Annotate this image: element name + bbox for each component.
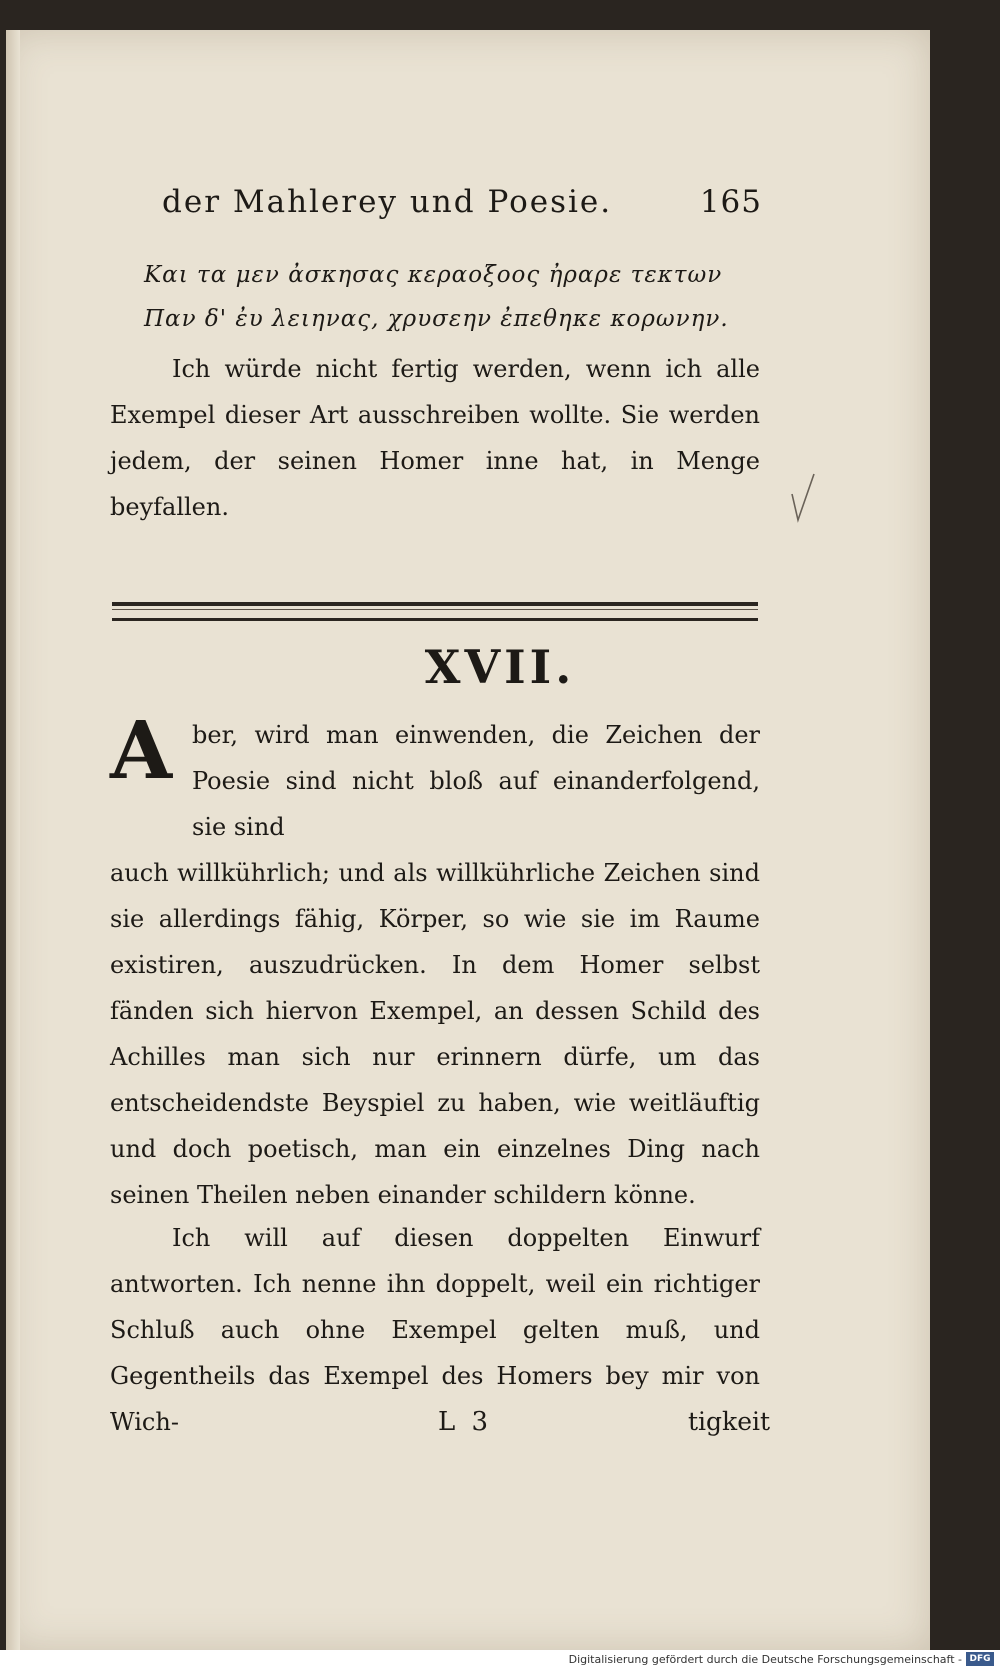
dfg-logo: DFG xyxy=(966,1652,994,1666)
credit-bar xyxy=(0,1650,1000,1670)
page-header xyxy=(162,184,762,224)
running-title: der Mahlerey und Poesie. xyxy=(162,184,613,220)
paragraph-2-opening: ber, wird man einwenden, die Zeichen der Poesie sind nicht bloß auf einanderfolgend, sie sind xyxy=(192,721,760,841)
paragraph-2-body: auch willkührlich; und als willkührliche Zeichen sind sie allerdings fähig, Körper, so wie sie im Raume existiren, auszudrücken. In dem Homer selbst fänden sich hiervon Exempel, an dessen Schild des Achilles man sich nur erinnern dürfe, um das entscheidendste Beyspiel zu haben, wie weitläuftig und doch poetisch, man ein einzelnes Ding nach seinen Theilen neben einander schildern könne. xyxy=(110,859,760,1209)
page-gutter xyxy=(6,30,20,1650)
catchword: tigkeit xyxy=(688,1407,771,1436)
greek-quote-line-1: Και τα μεν ἀσκησας κεραοξοος ἠραρε τεκτων xyxy=(144,262,723,288)
section-divider-rule xyxy=(112,602,758,621)
pencil-check-mark xyxy=(790,472,816,524)
paragraph-3: Ich will auf diesen doppelten Einwurf antworten. Ich nenne ihn doppelt, weil ein richtiger Schluß auch ohne Exempel gelten muß, und Gegentheils das Exempel des Homers bey mir von Wich- xyxy=(110,1224,760,1436)
page-number: 165 xyxy=(699,184,762,220)
paragraph-1: Ich würde nicht fertig werden, wenn ich alle Exempel dieser Art ausschreiben wollte. Sie werden jedem, der seinen Homer inne hat, in Menge beyfallen. xyxy=(110,355,760,521)
drop-cap: A xyxy=(110,703,173,797)
section-heading: XVII. xyxy=(424,640,576,694)
credit-text: Digitalisierung gefördert durch die Deutsche Forschungsgemeinschaft - xyxy=(568,1653,962,1666)
greek-quote-line-2: Παν δ' ἐυ λειηνας, χρυσεην ἐπεθηκε κορωνην. xyxy=(144,306,729,332)
signature-mark: L 3 xyxy=(438,1407,493,1437)
